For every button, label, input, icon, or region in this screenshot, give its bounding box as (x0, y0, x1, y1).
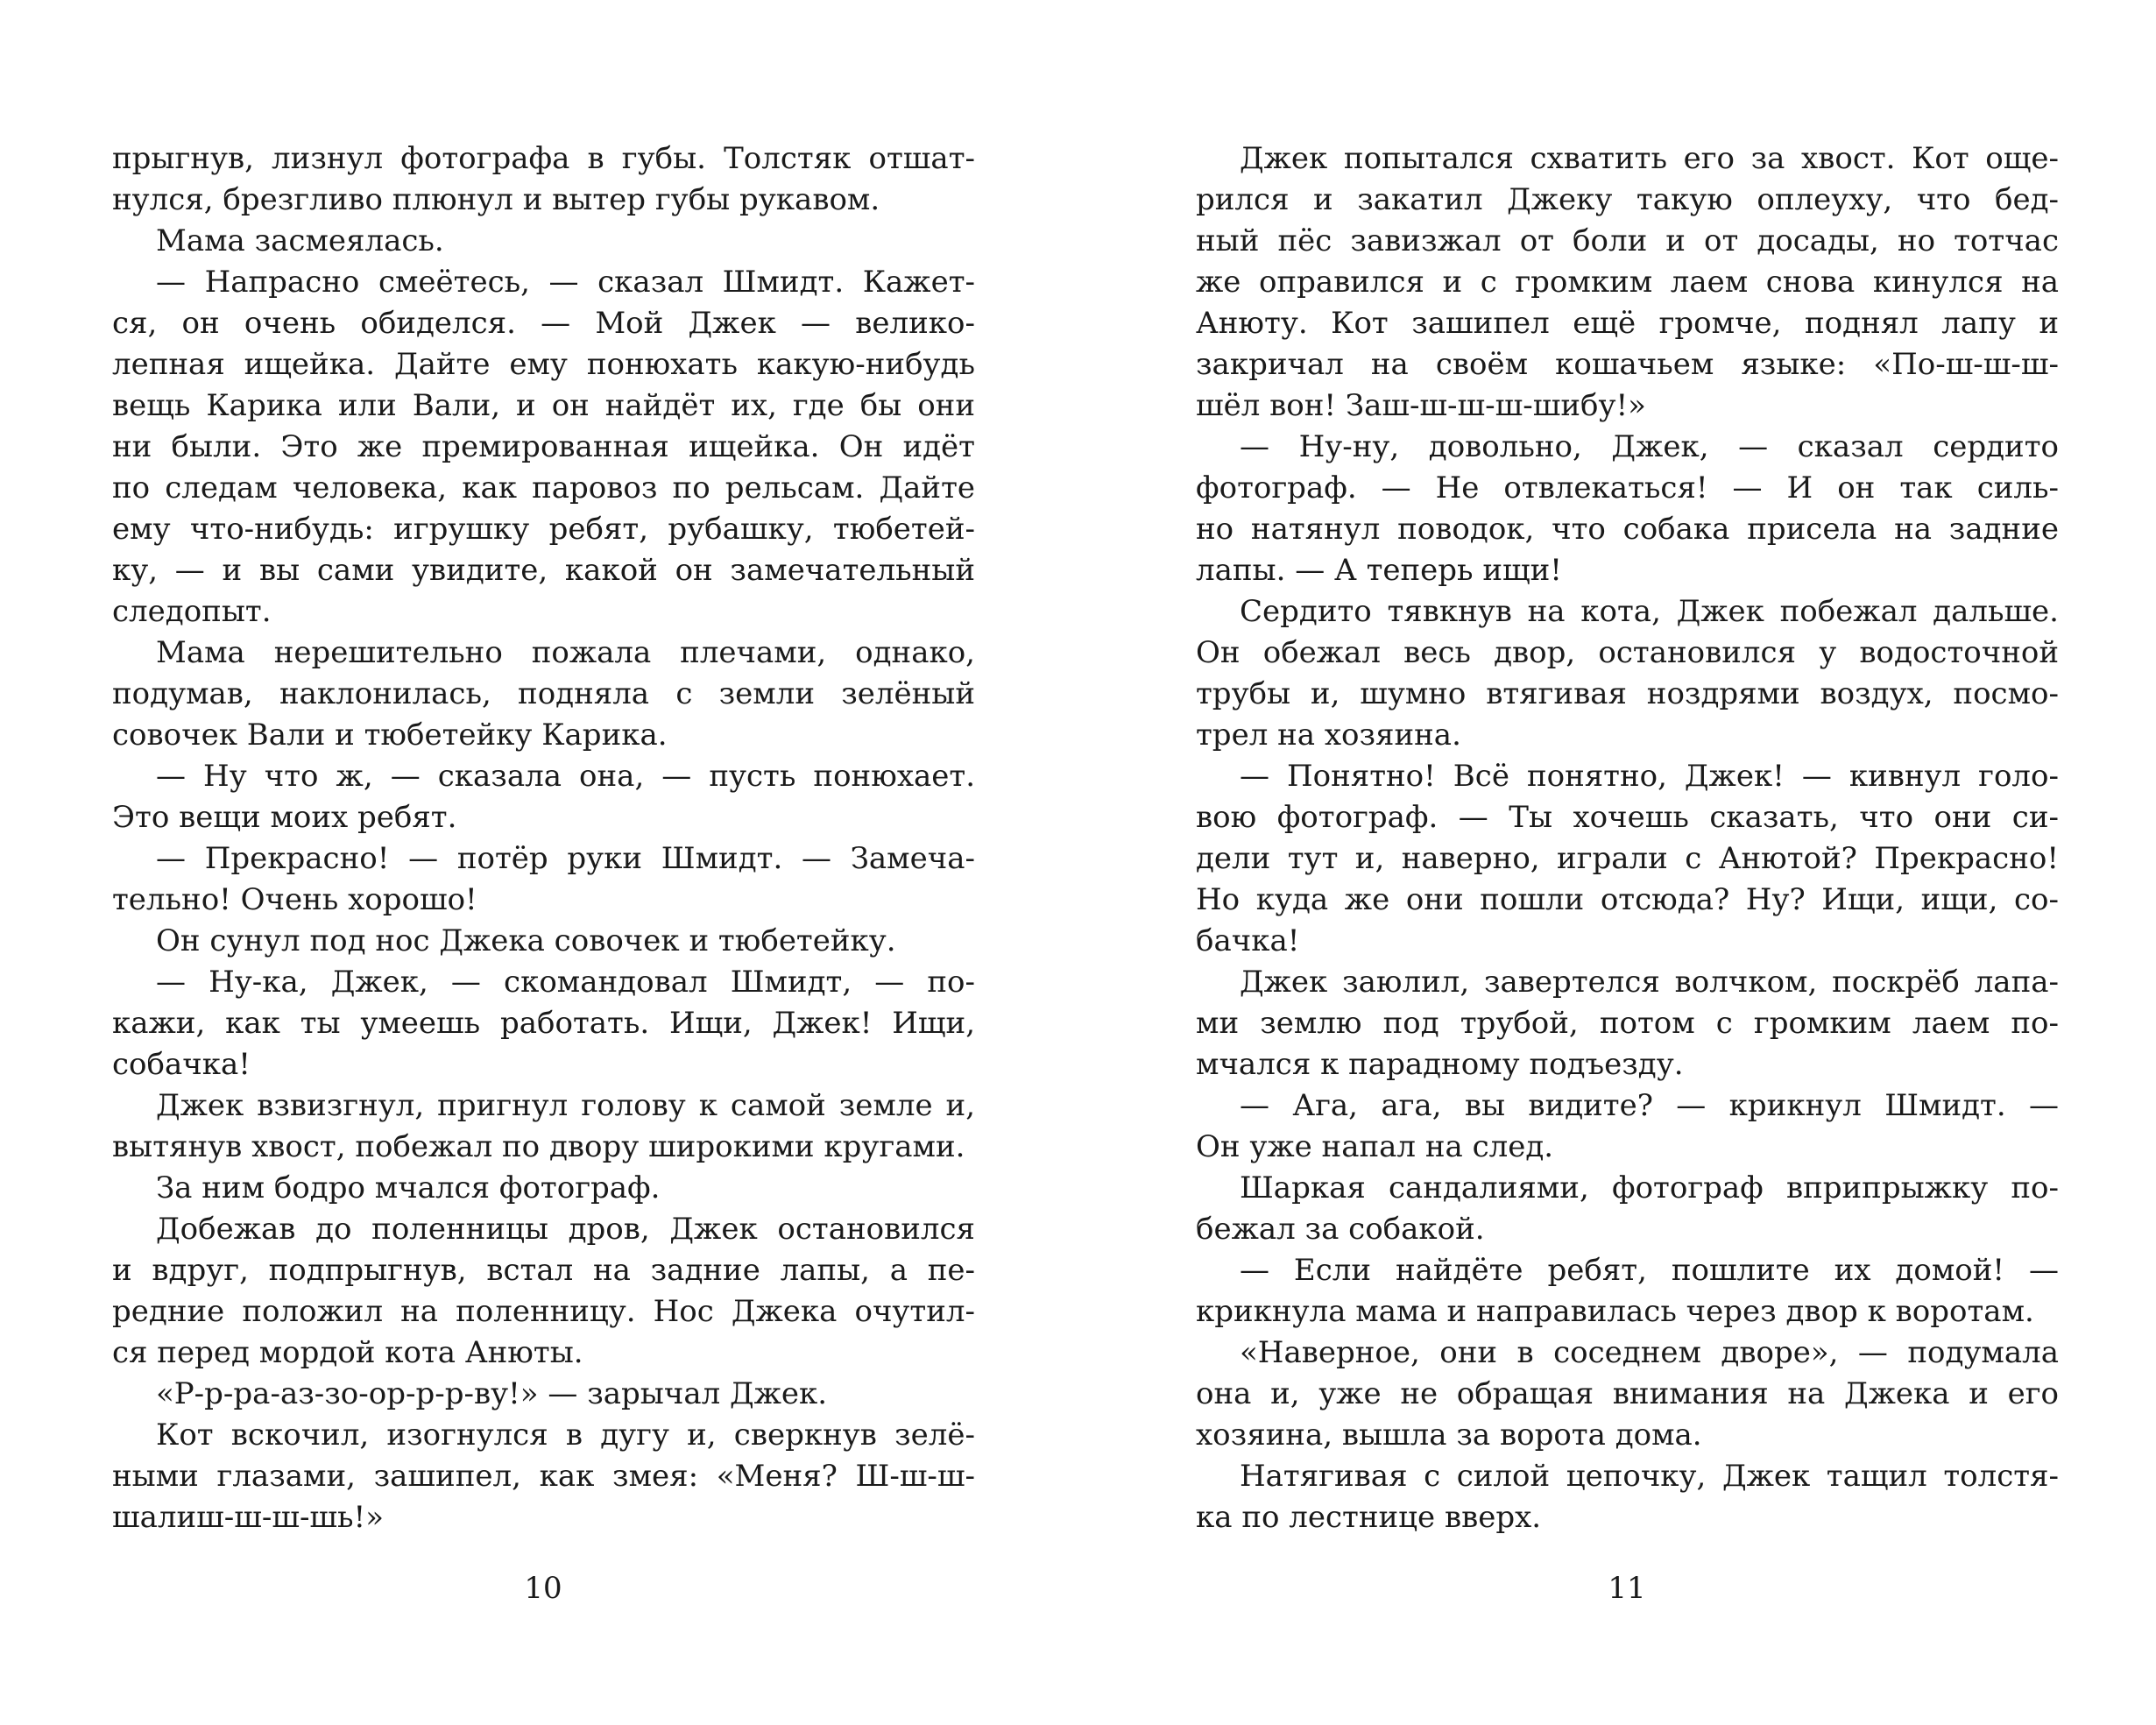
text-line: шалиш-ш-ш-шь!» (112, 1500, 385, 1535)
text-line: вытянув хвост, побежал по двору широкими кругами. (112, 1129, 965, 1164)
text-line: Анюту. Кот зашипел ещё громче, поднял лапу и (1196, 306, 2059, 341)
text-line: совочек Вали и тюбетейку Карика. (112, 718, 668, 753)
text-line: по следам человека, как паровоз по рельсам. Дайте (112, 470, 975, 505)
text-line: Мама засмеялась. (156, 223, 444, 258)
text-line: Добежав до поленницы дров, Джек остановился (156, 1212, 975, 1247)
text-line: — Ну что ж, — сказала она, — пусть понюхает. (156, 759, 975, 794)
text-line: закричал на своём кошачьем языке: «По-ш-ш-ш- (1196, 347, 2059, 382)
text-line: ный пёс завизжал от боли и от досады, но тотчас (1196, 223, 2059, 258)
text-line: Натягивая с силой цепочку, Джек тащил толстя- (1240, 1459, 2059, 1494)
text-line: «Наверное, они в соседнем дворе», — подумала (1240, 1335, 2059, 1370)
text-line: — Напрасно смеётесь, — сказал Шмидт. Кажет- (156, 265, 975, 300)
text-line: мчался к парадному подъезду. (1196, 1047, 1684, 1082)
text-line: бачка! (1196, 923, 1300, 958)
text-line: Джек попытался схватить его за хвост. Кот още- (1240, 141, 2059, 176)
text-line: Сердито тявкнув на кота, Джек побежал дальше. (1240, 594, 2059, 629)
text-line: — Если найдёте ребят, пошлите их домой! — (1240, 1253, 2059, 1288)
text-line: нулся, брезгливо плюнул и вытер губы рукавом. (112, 182, 880, 217)
text-line: же оправился и с громким лаем снова кинулся на (1196, 265, 2059, 300)
text-line: ся, он очень обиделся. — Мой Джек — велико- (112, 306, 975, 341)
text-line: Это вещи моих ребят. (112, 800, 457, 835)
text-line: ни были. Это же премированная ищейка. Он идёт (112, 429, 975, 464)
left-page-number: 10 (524, 1571, 562, 1606)
text-line: — Прекрасно! — потёр руки Шмидт. — Замеча- (156, 841, 975, 876)
text-line: ему что-нибудь: игрушку ребят, рубашку, тюбетей- (112, 512, 975, 547)
text-line: тельно! Очень хорошо! (112, 882, 477, 917)
text-line: Кот вскочил, изогнулся в дугу и, сверкнув зелё- (156, 1417, 975, 1453)
left-page-text (112, 138, 975, 1538)
text-line: редние положил на поленницу. Нос Джека очутил- (112, 1294, 975, 1329)
text-line: ми землю под трубой, потом с громким лаем по- (1196, 1006, 2059, 1041)
text-line: собачка! (112, 1047, 251, 1082)
text-line: «Р-р-ра-аз-зо-ор-р-р-ву!» — зарычал Джек. (156, 1376, 828, 1411)
text-line: бежал за собакой. (1196, 1212, 1485, 1247)
text-line: прыгнув, лизнул фотографа в губы. Толстяк отшат- (112, 141, 975, 176)
text-line: подумав, наклонилась, подняла с земли зелёный (112, 676, 975, 711)
text-line: ка по лестнице вверх. (1196, 1500, 1542, 1535)
text-line: — Ну-ка, Джек, — скомандовал Шмидт, — по- (156, 965, 975, 1000)
text-line: но натянул поводок, что собака присела на задние (1196, 512, 2059, 547)
text-line: фотограф. — Не отвлекаться! — И он так силь- (1196, 470, 2059, 505)
text-line: крикнула мама и направилась через двор к воротам. (1196, 1294, 2034, 1329)
right-page-number: 11 (1608, 1571, 1646, 1606)
text-line: ными глазами, зашипел, как змея: «Меня? Ш-ш-ш- (112, 1459, 975, 1494)
text-line: Джек заюлил, завертелся волчком, поскрёб лапа- (1240, 965, 2059, 1000)
text-line: ку, — и вы сами увидите, какой он замечательный (112, 553, 975, 588)
text-line: дели тут и, наверно, играли с Анютой? Прекрасно! (1196, 841, 2059, 876)
text-line: следопыт. (112, 594, 272, 629)
text-line: лапы. — А теперь ищи! (1196, 553, 1562, 588)
text-line: вою фотограф. — Ты хочешь сказать, что они си- (1196, 800, 2059, 835)
text-line: За ним бодро мчался фотограф. (156, 1170, 661, 1205)
text-line: трел на хозяина. (1196, 718, 1461, 753)
text-line: — Ага, ага, вы видите? — крикнул Шмидт. — (1240, 1088, 2059, 1123)
text-line: Он сунул под нос Джека совочек и тюбетейку. (156, 923, 896, 958)
text-line: ся перед мордой кота Анюты. (112, 1335, 583, 1370)
text-line: шёл вон! Заш-ш-ш-ш-шибу!» (1196, 388, 1646, 423)
text-line: вещь Карика или Вали, и он найдёт их, где бы они (112, 388, 975, 423)
text-line: Джек взвизгнул, пригнул голову к самой земле и, (156, 1088, 975, 1123)
text-line: и вдруг, подпрыгнув, встал на задние лапы, а пе- (112, 1253, 975, 1288)
text-line: — Понятно! Всё понятно, Джек! — кивнул голо- (1240, 759, 2059, 794)
text-line: Он уже напал на след. (1196, 1129, 1554, 1164)
text-line: лепная ищейка. Дайте ему понюхать какую-нибудь (112, 347, 975, 382)
text-line: Шаркая сандалиями, фотограф вприпрыжку по- (1240, 1170, 2059, 1205)
text-line: рился и закатил Джеку такую оплеуху, что бед- (1196, 182, 2059, 217)
text-line: Он обежал весь двор, остановился у водосточной (1196, 635, 2059, 670)
text-line: кажи, как ты умеешь работать. Ищи, Джек! Ищи, (112, 1006, 975, 1041)
text-line: Но куда же они пошли отсюда? Ну? Ищи, ищи, со- (1196, 882, 2059, 917)
right-page-text (1196, 138, 2059, 1538)
text-line: Мама нерешительно пожала плечами, однако, (156, 635, 975, 670)
text-line: — Ну-ну, довольно, Джек, — сказал сердито (1240, 429, 2059, 464)
text-line: трубы и, шумно втягивая ноздрями воздух, посмо- (1196, 676, 2059, 711)
text-line: хозяина, вышла за ворота дома. (1196, 1417, 1702, 1453)
text-line: она и, уже не обращая внимания на Джека и его (1196, 1376, 2059, 1411)
